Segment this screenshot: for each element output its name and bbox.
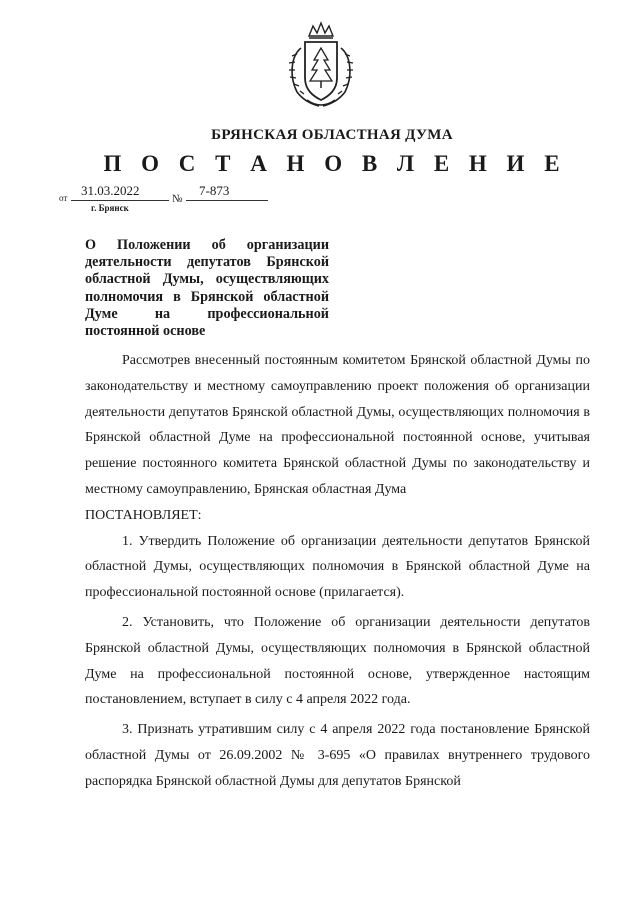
date-prefix: от: [59, 193, 68, 203]
coat-of-arms-emblem: [283, 20, 359, 110]
document-type-title: П О С Т А Н О В Л Е Н И Е: [103, 151, 567, 176]
document-number: 7-873: [199, 183, 230, 198]
document-subject: О Положении об организации деятельности депутатов Брянской областной Думы, осуществляющих полномочия в Брянской областной Думе на профессиональной постоянной основе: [85, 237, 329, 340]
resolution-item-1: 1. Утвердить Положение об организации деятельности депутатов Брянской областной Думы, осуществляющих полномочия в Брянской областной Думе на профессиональной постоянной основе (прилагается).: [85, 533, 590, 601]
organization-name: БРЯНСКАЯ ОБЛАСТНАЯ ДУМА: [211, 127, 453, 143]
document-date: 31.03.2022: [81, 183, 140, 198]
city-name: г. Брянск: [91, 203, 129, 213]
date-underline: [71, 200, 169, 201]
number-underline: [186, 200, 268, 201]
preamble-paragraph: Рассмотрев внесенный постоянным комитетом Брянской областной Думы по законодательству и местному самоуправлению проект положения об организации деятельности депутатов Брянской областной Думы, осуществляющих полномочия в Брянской областной Думе на профессиональной постоянной основе, учитывая решение постоянного комитета Брянской областной Думы по законодательству и местному самоуправлению, Брянская областная Дума: [85, 353, 590, 497]
number-sign: №: [172, 193, 183, 205]
resolves-heading: ПОСТАНОВЛЯЕТ:: [85, 507, 202, 523]
document-body: [85, 348, 590, 795]
resolution-item-3: 3. Признать утратившим силу с 4 апреля 2022 года постановление Брянской областной Думы от 26.09.2002 № 3-695 «О правилах внутреннего трудового распорядка Брянской областной Думы для депутатов Брянской: [85, 722, 590, 789]
resolution-item-2: 2. Установить, что Положение об организации деятельности депутатов Брянской областной Думы, осуществляющих полномочия в Брянской областной Думе на профессиональной постоянной основе, утвержденное настоящим постановлением, вступает в силу с 4 апреля 2022 года.: [85, 614, 590, 708]
